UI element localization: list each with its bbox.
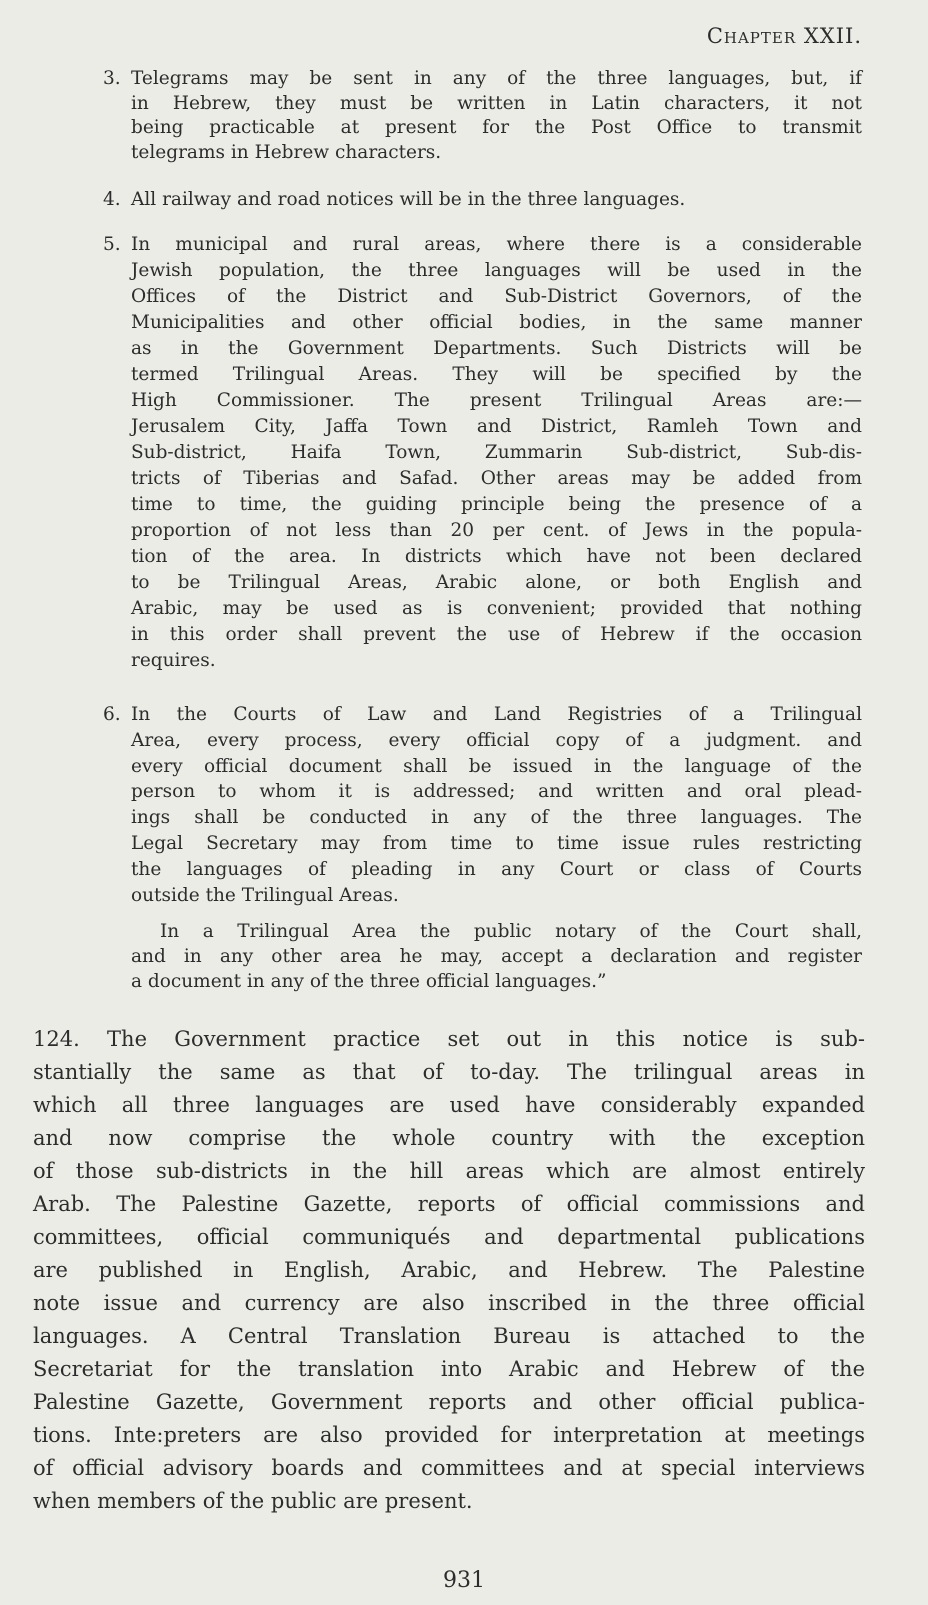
text-line: termed Trilingual Areas. They will be specified by the xyxy=(131,364,862,385)
text-line: Municipalities and other official bodies, in the same manner xyxy=(131,312,862,333)
text-line: and now comprise the whole country with the exception xyxy=(33,1126,865,1150)
text-line: are published in English, Arabic, and Hebrew. The Palestine xyxy=(33,1258,865,1282)
list-item-5 xyxy=(103,232,862,674)
text-line: Legal Secretary may from time to time issue rules restricting xyxy=(131,832,862,854)
text-line: tricts of Tiberias and Safad. Other areas may be added from xyxy=(131,468,862,489)
text-line: In municipal and rural areas, where there is a considerable xyxy=(131,234,862,255)
text-line: telegrams in Hebrew characters. xyxy=(131,141,442,163)
text-line: a document in any of the three official languages.” xyxy=(131,971,607,992)
text-line: Arabic, may be used as is convenient; provided that nothing xyxy=(131,598,862,619)
text-line: as in the Government Departments. Such Districts will be xyxy=(131,338,862,359)
text-line: Telegrams may be sent in any of the three languages, but, if xyxy=(131,68,862,89)
text-line: All railway and road notices will be in the three languages. xyxy=(131,189,686,210)
item-number: 3. xyxy=(103,68,121,89)
text-line: Arab. The Palestine Gazette, reports of official commissions and xyxy=(33,1192,865,1216)
text-line: languages. A Central Translation Bureau is attached to the xyxy=(33,1324,865,1348)
paragraph-124 xyxy=(33,1023,865,1518)
text-line: in this order shall prevent the use of Hebrew if the occasion xyxy=(131,624,862,645)
item-number: 4. xyxy=(103,189,121,210)
text-line: committees, official communiqués and departmental publications xyxy=(33,1225,865,1249)
text-line: stantially the same as that of to-day. The trilingual areas in xyxy=(33,1060,865,1084)
text-line: High Commissioner. The present Trilingual Areas are:— xyxy=(131,390,862,411)
text-line: to be Trilingual Areas, Arabic alone, or both English and xyxy=(131,572,862,593)
text-line: Jewish population, the three languages will be used in the xyxy=(131,260,862,281)
text-line: proportion of not less than 20 per cent. of Jews in the popula- xyxy=(131,520,862,541)
text-line: requires. xyxy=(131,650,216,671)
chapter-heading: Chapter XXII. xyxy=(706,24,862,48)
text-line: of those sub-districts in the hill areas which are almost entirely xyxy=(33,1159,865,1183)
text-line: In a Trilingual Area the public notary of the Court shall, xyxy=(160,921,862,942)
text-line: the languages of pleading in any Court or class of Courts xyxy=(131,858,862,880)
text-line: which all three languages are used have considerably expanded xyxy=(33,1093,865,1117)
text-line: being practicable at present for the Post Office to transmit xyxy=(131,117,862,138)
text-line: 124. The Government practice set out in this notice is sub- xyxy=(33,1027,865,1051)
text-line: Offices of the District and Sub-District Governors, of the xyxy=(131,286,862,307)
text-line: Palestine Gazette, Government reports and other official publica- xyxy=(33,1390,865,1414)
item-number: 5. xyxy=(103,234,121,255)
text-line: tion of the area. In districts which have not been declared xyxy=(131,546,862,567)
text-line: note issue and currency are also inscribed in the three official xyxy=(33,1291,865,1315)
text-line: ings shall be conducted in any of the three languages. The xyxy=(131,807,862,829)
text-line: Jerusalem City, Jaffa Town and District, Ramleh Town and xyxy=(131,416,862,437)
text-line: every official document shall be issued in the language of the xyxy=(131,755,862,777)
list-item-4 xyxy=(103,188,862,213)
list-item-3 xyxy=(103,67,862,165)
item-number: 6. xyxy=(103,704,121,725)
text-line: in Hebrew, they must be written in Latin characters, it not xyxy=(131,92,862,114)
text-line: Sub-district, Haifa Town, Zummarin Sub-district, Sub-dis- xyxy=(131,442,862,463)
text-line: Secretariat for the translation into Arabic and Hebrew of the xyxy=(33,1357,865,1381)
page-number: 931 xyxy=(443,1568,485,1593)
text-line: Area, every process, every official copy of a judgment. and xyxy=(131,729,862,751)
list-item-6 xyxy=(103,702,862,908)
text-line: of official advisory boards and committees and at special interviews xyxy=(33,1456,865,1480)
text-line: when members of the public are present. xyxy=(33,1489,473,1513)
text-line: tions. Inte:preters are also provided for interpretation at meetings xyxy=(33,1423,865,1447)
notary-paragraph xyxy=(131,919,862,994)
text-line: time to time, the guiding principle being the presence of a xyxy=(131,494,862,515)
text-line: outside the Trilingual Areas. xyxy=(131,884,399,906)
text-line: person to whom it is addressed; and written and oral plead- xyxy=(131,781,862,803)
text-line: and in any other area he may, accept a declaration and register xyxy=(131,946,862,967)
text-line: In the Courts of Law and Land Registries of a Trilingual xyxy=(131,704,862,725)
